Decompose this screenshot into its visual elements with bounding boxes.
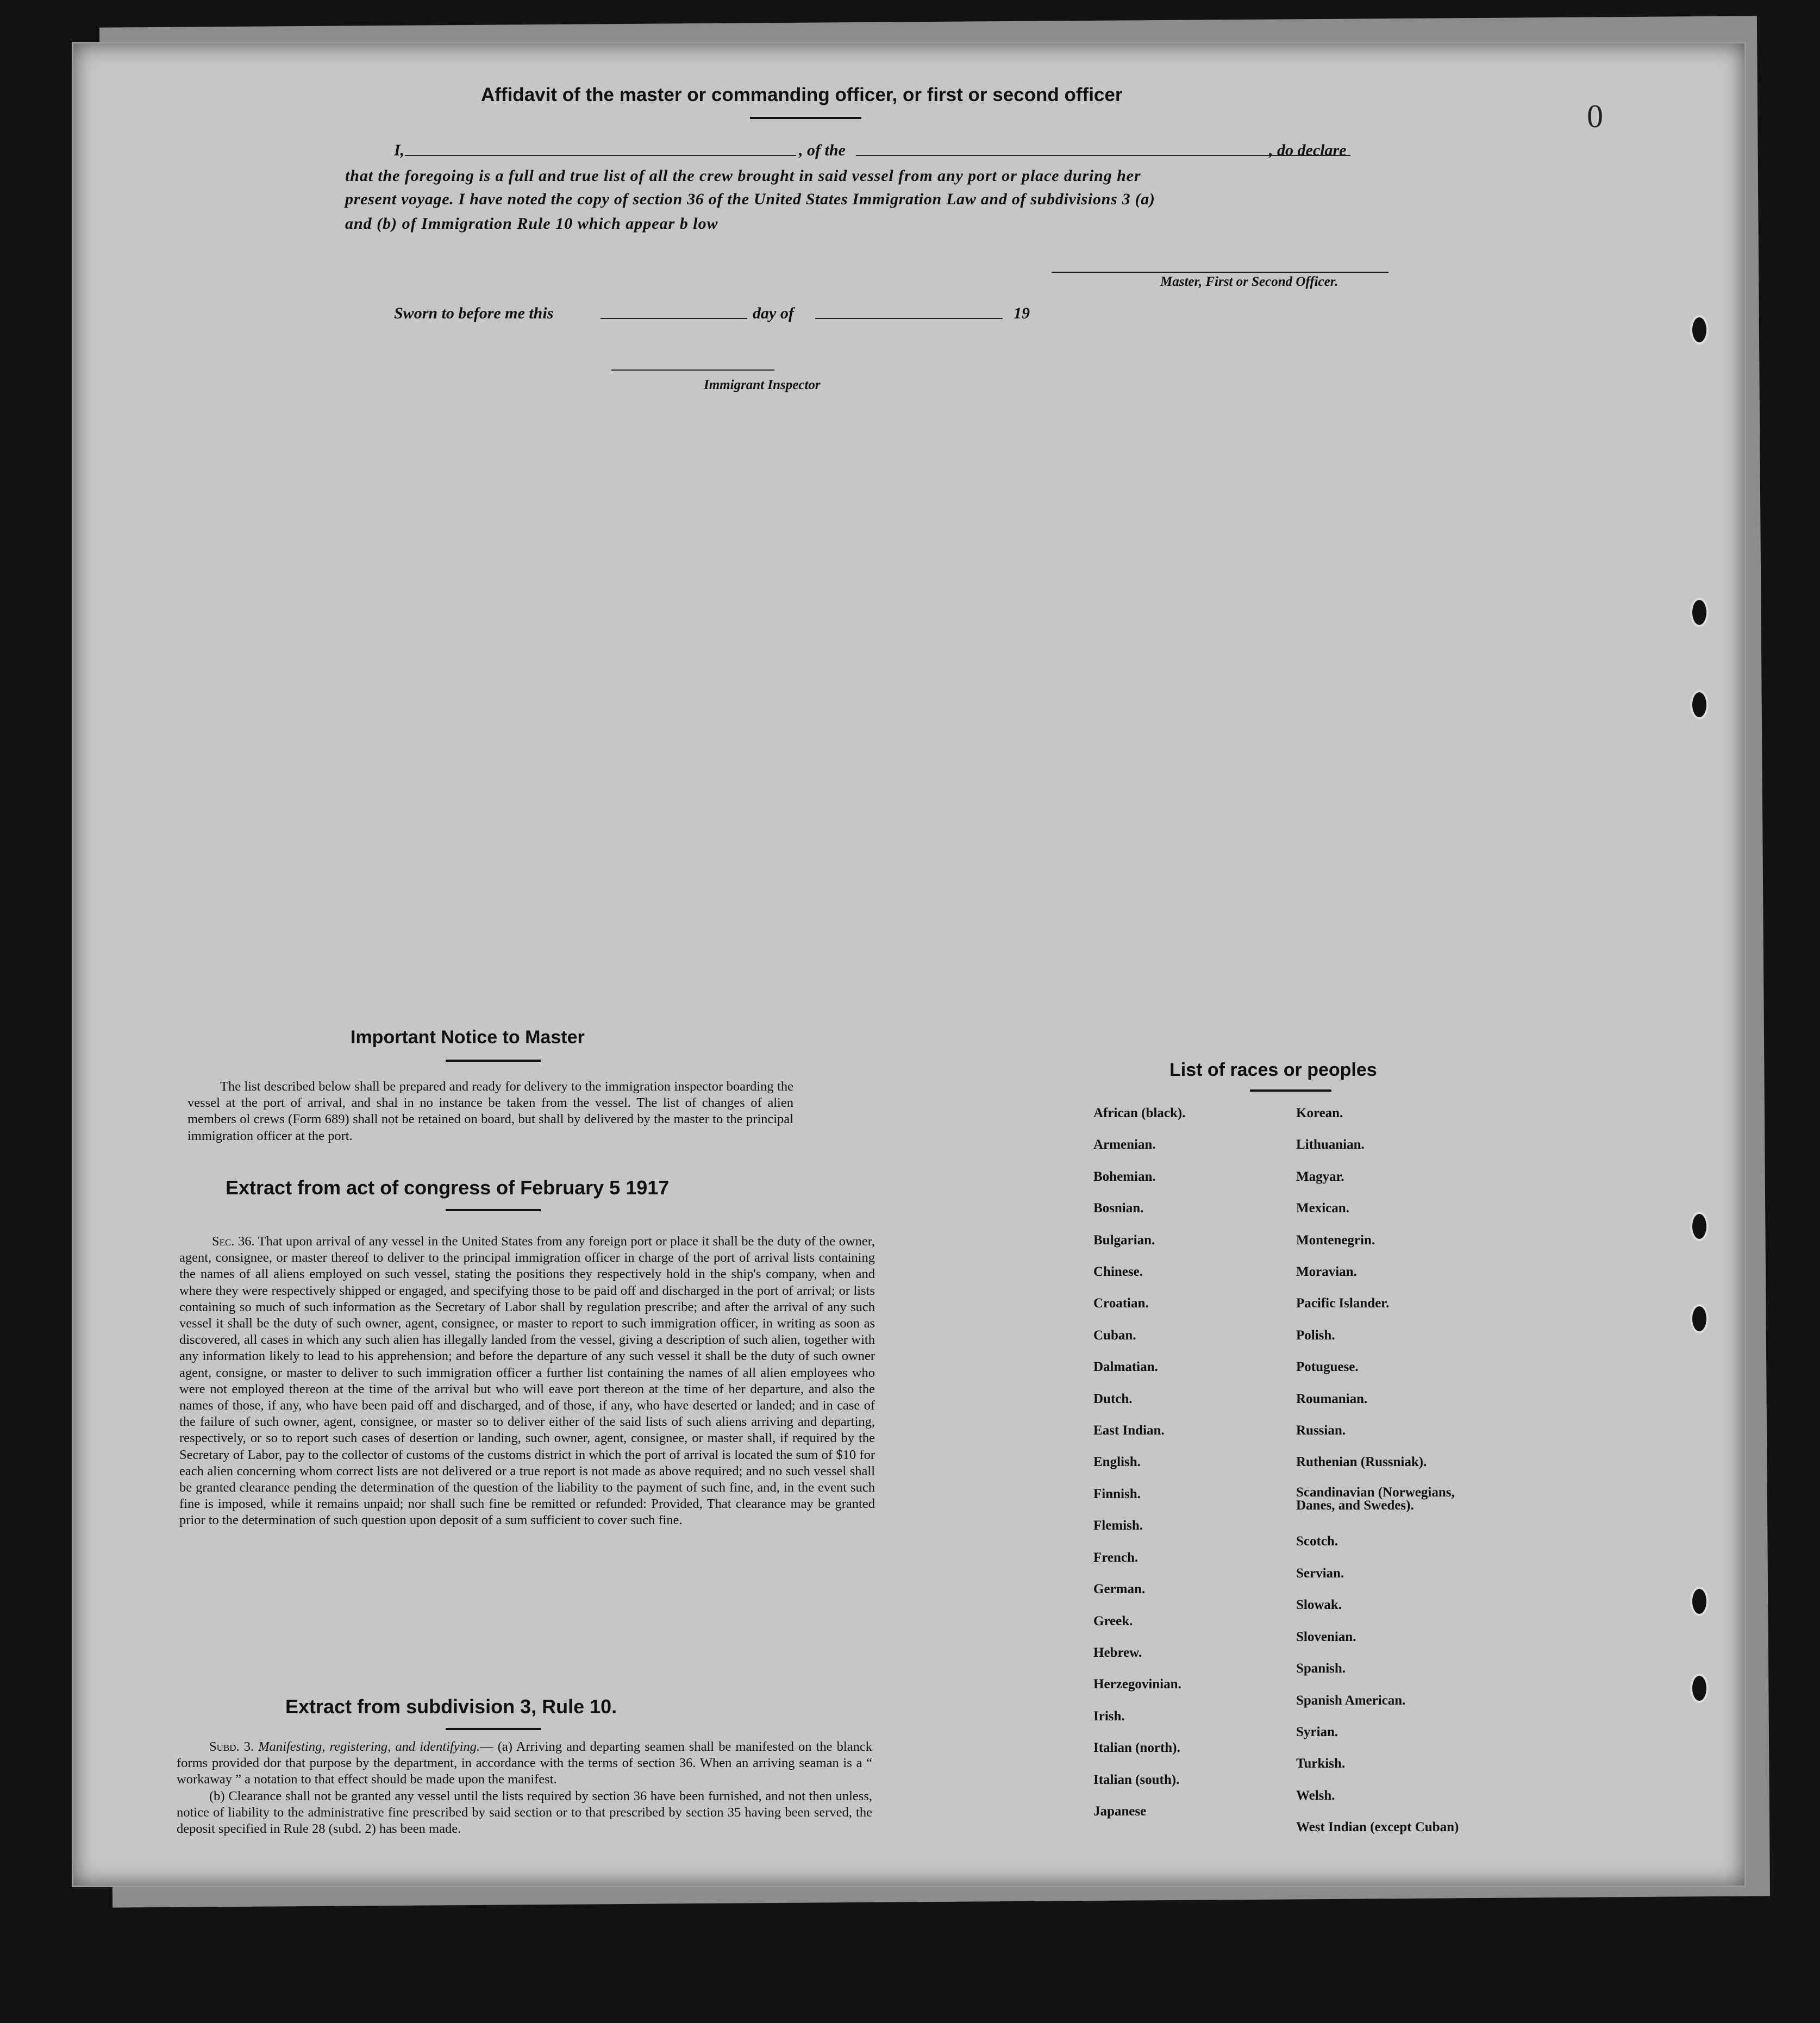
race-item: Finnish. xyxy=(1093,1486,1141,1501)
manifest-page xyxy=(73,43,1744,1886)
race-item: Bulgarian. xyxy=(1093,1232,1155,1248)
inspector-label: Immigrant Inspector xyxy=(704,378,821,392)
race-item: Ruthenian (Russniak). xyxy=(1296,1455,1427,1470)
affidavit-line4: and (b) of Immigration Rule 10 which appear b low xyxy=(345,215,718,233)
sworn-day-of: day of xyxy=(753,304,794,322)
sworn-year: 19 xyxy=(1014,304,1030,322)
affidavit-line3: present voyage. I have noted the copy of section 36 of the United States Immigration Law and of subdivisions 3 (a) xyxy=(345,190,1155,208)
affidavit-title: Affidavit of the master or commanding officer, or first or second officer xyxy=(481,84,1123,105)
race-item: Irish. xyxy=(1093,1708,1125,1724)
race-item: Dutch. xyxy=(1093,1391,1133,1406)
race-item: French. xyxy=(1093,1550,1139,1565)
race-item: African (black). xyxy=(1093,1106,1186,1120)
race-item: Potuguese. xyxy=(1296,1360,1359,1375)
sworn-text: Sworn to before me this xyxy=(394,304,554,322)
race-item: Hebrew. xyxy=(1093,1645,1142,1660)
race-item: Moravian. xyxy=(1296,1264,1357,1280)
race-item: Slovenian. xyxy=(1296,1629,1356,1644)
race-item: Greek. xyxy=(1093,1613,1133,1629)
binder-hole xyxy=(1690,1674,1709,1703)
race-item: Flemish. xyxy=(1093,1518,1143,1533)
race-item: Welsh. xyxy=(1296,1788,1335,1803)
rule-extract-title: Extract from subdivision 3, Rule 10. xyxy=(285,1695,617,1718)
notice-title: Important Notice to Master xyxy=(351,1027,585,1048)
subd-a-text: — (a) Arriving and departing seamen shall be manifested on the blanck forms provided dor that purpose by the department, in accordance with the terms of section 36. When an arriving seaman is a “ workaway ” a notation to that effect should be made upon the manifest. xyxy=(177,1739,872,1787)
name-blank[interactable] xyxy=(405,155,796,156)
notice-paragraph: The list described below shall be prepared and ready for delivery to the immigration inspector boarding the vessel at the port of arrival, and shal in no instance be taken from the vessel. The list of changes of alien members ol crews (Form 689) shall not be retained on board, but shall by delivered by the master to the principal immigration officer at the port. xyxy=(187,1079,793,1143)
race-item: Italian (south). xyxy=(1093,1772,1180,1787)
race-item: German. xyxy=(1093,1582,1146,1597)
subd-italic: Manifesting, registering, and identifying. xyxy=(258,1739,480,1754)
race-item: Korean. xyxy=(1296,1106,1343,1120)
sworn-day-blank[interactable] xyxy=(601,318,747,319)
race-item: Cuban. xyxy=(1093,1327,1136,1343)
inspector-signature-line[interactable] xyxy=(611,369,774,371)
races-right-column xyxy=(1296,1098,1492,1844)
race-item: Slowak. xyxy=(1296,1598,1342,1613)
race-item: East Indian. xyxy=(1093,1423,1165,1438)
race-item: Italian (north). xyxy=(1093,1740,1180,1756)
race-item: Croatian. xyxy=(1093,1296,1149,1311)
act-extract-rule xyxy=(446,1209,541,1211)
race-item: English. xyxy=(1093,1455,1141,1470)
rule-extract-rule xyxy=(446,1728,541,1730)
race-item: Bohemian. xyxy=(1093,1169,1156,1184)
race-item: Montenegrin. xyxy=(1296,1232,1375,1248)
subd-label: Subd. 3. xyxy=(209,1739,254,1754)
race-item: Scandinavian (Norwegians, Danes, and Swedes). xyxy=(1296,1485,1455,1513)
signature-line[interactable] xyxy=(1052,272,1389,273)
race-item: Spanish American. xyxy=(1296,1693,1406,1708)
race-item: Syrian. xyxy=(1296,1724,1339,1739)
race-item: Russian. xyxy=(1296,1423,1346,1438)
race-item: Spanish. xyxy=(1296,1661,1346,1676)
section-36-text: That upon arrival of any vessel in the United States from any foreign port or place it shall be the duty of the owner, agent, consignee, or master thereof to deliver to the principal immigration officer in charge of the port of arrival lists containing the names of all aliens employed on such vessel, stating the positions they respectively hold in the ship's company, when and where they were respectively shipped or engaged, and specifying those to be paid off and discharged in the port of arrival; or lists containing so much of such information as the Secretary of Labor shall by regulation prescribe; and after the arrival of any such vessel it shall be the duty of such owner, agent, consignee, or master to report to such immigration officer, in writing as soon as discovered, all cases in which any such alien has illegally landed from the vessel, giving a description of such alien, together with any information likely to lead to his apprehension; and before the departure of any such vessel it shall be the duty of such owner agent, consigne, or master to deliver to such immigration officer a further list containing the names of all alien employees who were not employed thereon at the time of the arrival but who will eave port thereon at the time of her departure, and also the names of those, if any, who have been paid off and discharged, and of those, if any, who have deserted or landed; and in case of the failure of such owner, agent, consignee, or master so to deliver either of the said lists of such aliens arriving and departing, respectively, or so to report such cases of desertion or landing, such owner, agent, consignee, or master shall, if required by the Secretary of Labor, pay to the collector of customs of the customs district in which the port of arrival is located the sum of $10 for each alien concerning whom correct lists are not delivered or a true report is not made as above required; and no such vessel shall be granted clearance pending the determination of the question of the liability to the payment of such fine, and, in the event such fine is imposed, while it remains unpaid; nor shall such fine be remitted or refunded: Provided, That clearance may be granted prior to the determination of such question upon deposit of a sum sufficient to cover such fine. xyxy=(179,1234,875,1528)
section-label: Sec. 36. xyxy=(212,1234,255,1249)
race-item: Japanese xyxy=(1093,1803,1147,1819)
binder-hole xyxy=(1690,1304,1709,1333)
races-title: List of races or peoples xyxy=(1169,1060,1377,1080)
race-item: Servian. xyxy=(1296,1565,1344,1581)
affidavit-line2: that the foregoing is a full and true list of all the crew brought in said vessel from any port or place during her xyxy=(345,167,1141,185)
race-item: Armenian. xyxy=(1093,1137,1156,1153)
race-item: Scotch. xyxy=(1296,1534,1339,1549)
affidavit-line1-of: , of the xyxy=(799,141,846,159)
affidavit-line1-start: I, xyxy=(394,141,405,159)
act-extract-text xyxy=(179,1233,875,1529)
race-item: Dalmatian. xyxy=(1093,1360,1158,1375)
binder-hole xyxy=(1690,690,1709,719)
race-item: Turkish. xyxy=(1296,1756,1346,1771)
race-item: Magyar. xyxy=(1296,1169,1344,1184)
races-left-column xyxy=(1093,1098,1185,1827)
race-item: Roumanian. xyxy=(1296,1391,1368,1406)
binder-hole xyxy=(1690,1212,1709,1241)
page-mark: 0 xyxy=(1587,98,1603,134)
rule-extract-text xyxy=(177,1739,872,1837)
act-extract-title: Extract from act of congress of February 5 1917 xyxy=(226,1176,670,1199)
subd-b-text: (b) Clearance shall not be granted any vessel until the lists required by section 36 have been furnished, and not then unless, notice of liability to the administrative fine prescribed by said section or to that prescribed by section 35 having been served, the deposit specified in Rule 28 (subd. 2) has been made. xyxy=(177,1788,872,1837)
race-item: Lithuanian. xyxy=(1296,1137,1365,1153)
notice-title-rule xyxy=(446,1060,541,1062)
races-title-rule xyxy=(1250,1089,1331,1092)
race-item: Pacific Islander. xyxy=(1296,1296,1390,1311)
race-item: Mexican. xyxy=(1296,1201,1349,1216)
affidavit-line1-end: , do declare xyxy=(1269,141,1347,159)
binder-hole xyxy=(1690,1587,1709,1616)
binder-hole xyxy=(1690,315,1709,345)
race-item: Polish. xyxy=(1296,1327,1335,1343)
race-item: Chinese. xyxy=(1093,1264,1143,1280)
affidavit-title-rule xyxy=(750,117,861,119)
notice-text xyxy=(187,1079,793,1144)
signature-label: Master, First or Second Officer. xyxy=(1160,274,1339,289)
race-item: Bosnian. xyxy=(1093,1201,1144,1216)
binder-hole xyxy=(1690,598,1709,627)
sworn-month-blank[interactable] xyxy=(815,318,1003,319)
race-item: West Indian (except Cuban) xyxy=(1296,1820,1459,1835)
race-item: Herzegovinian. xyxy=(1093,1677,1181,1692)
